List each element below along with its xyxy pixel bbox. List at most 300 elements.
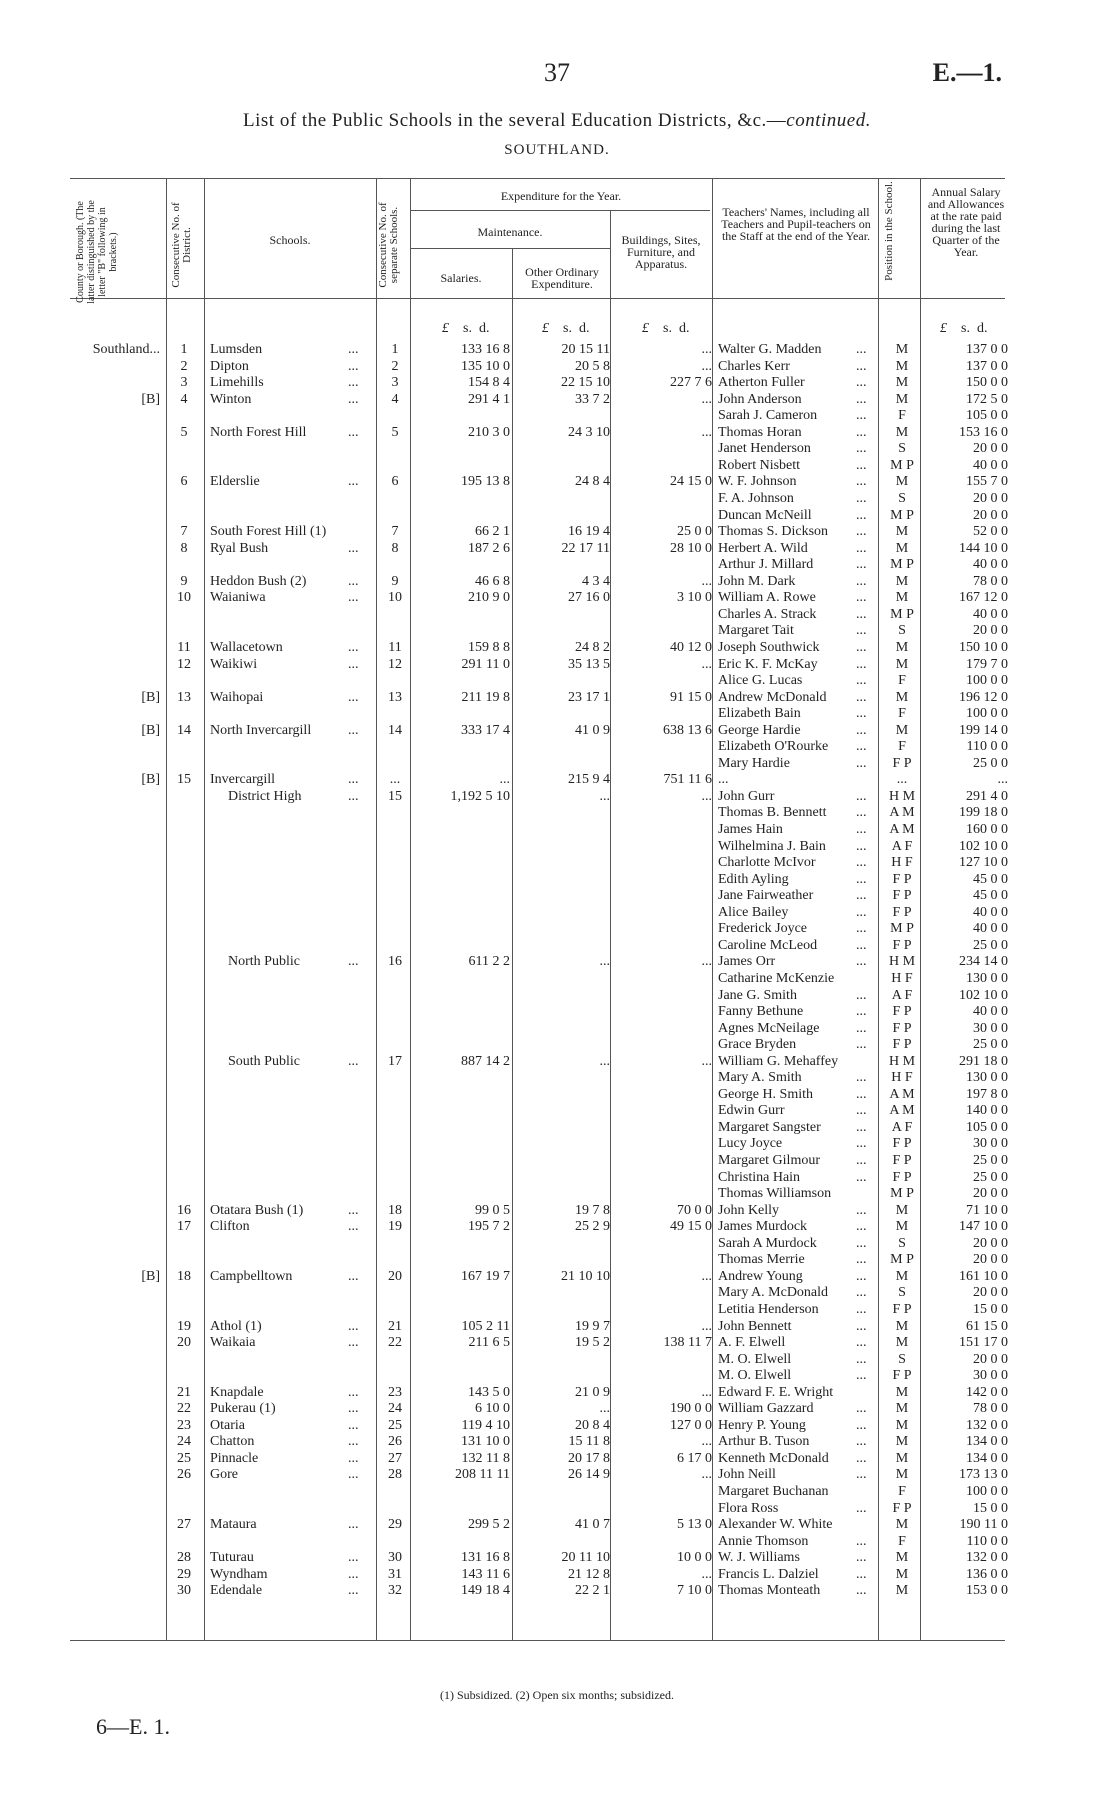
other-expenditure-cell: 19 5 2 xyxy=(575,1335,610,1350)
other-expenditure-cell: 20 8 4 xyxy=(575,1417,610,1433)
position-cell: H F xyxy=(891,855,913,871)
header-county: County or Borough. (The latter distinguished by the letter "B" following in brackets.) xyxy=(75,200,119,304)
table-row xyxy=(0,1069,1114,1086)
table-row xyxy=(0,1433,1114,1450)
units-other xyxy=(542,321,589,337)
header-buildings: Buildings, Sites, Furniture, and Apparatus. xyxy=(621,233,701,271)
pound-symbol: £ xyxy=(940,321,947,336)
table-row xyxy=(0,722,1114,739)
position-cell: F P xyxy=(892,755,912,771)
buildings-cell: 7 10 0 xyxy=(677,1583,712,1599)
table-row xyxy=(0,1301,1114,1318)
buildings-cell: ... xyxy=(701,1566,712,1582)
table-row xyxy=(0,556,1114,573)
county-cell: [B] xyxy=(141,722,160,738)
annual-salary-cell: 45 0 0 xyxy=(973,871,1008,887)
other-expenditure-cell: 22 15 10 xyxy=(561,375,610,391)
salaries-cell: 291 4 1 xyxy=(468,391,510,407)
leader-dots: ... xyxy=(348,689,359,705)
leader-dots: ... xyxy=(856,1335,867,1350)
teacher-name-cell: Edith Ayling xyxy=(718,871,789,887)
leader-dots: ... xyxy=(348,722,359,738)
position-cell: M xyxy=(895,1401,909,1417)
annual-salary-cell: 40 0 0 xyxy=(973,904,1008,920)
teacher-name-cell: Walter G. Madden xyxy=(718,342,822,357)
school-number-cell: 16 xyxy=(388,954,402,970)
leader-dots: ... xyxy=(856,722,867,738)
salaries-cell: 611 2 2 xyxy=(468,954,510,970)
position-cell: F P xyxy=(892,1368,912,1384)
position-cell: M P xyxy=(890,921,914,937)
salaries-cell: 154 8 4 xyxy=(468,375,510,391)
page-reference: E.—1. xyxy=(932,58,1002,87)
teacher-name-cell: James Murdock xyxy=(718,1219,808,1235)
leader-dots: ... xyxy=(348,1202,359,1218)
teacher-name-cell: Thomas Monteath xyxy=(718,1583,821,1599)
table-row xyxy=(0,473,1114,490)
leader-dots: ... xyxy=(856,1103,867,1119)
other-expenditure-cell: 35 13 5 xyxy=(568,656,610,672)
pound-symbol: £ xyxy=(642,321,649,336)
annual-salary-cell: 105 0 0 xyxy=(966,1119,1008,1135)
other-expenditure-cell: 215 9 4 xyxy=(568,772,610,788)
position-cell: M P xyxy=(890,606,914,622)
school-name-cell: Tuturau xyxy=(210,1550,254,1566)
teacher-name-cell: A. F. Elwell xyxy=(718,1335,786,1350)
leader-dots: ... xyxy=(856,424,867,440)
buildings-cell: 91 15 0 xyxy=(670,689,712,705)
table-row xyxy=(0,424,1114,441)
leader-dots: ... xyxy=(856,573,867,589)
annual-salary-cell: 110 0 0 xyxy=(966,739,1008,755)
annual-salary-cell: 151 17 0 xyxy=(959,1335,1008,1350)
pound-symbol: £ xyxy=(542,321,549,336)
annual-salary-cell: 20 0 0 xyxy=(973,507,1008,523)
teacher-name-cell: John Gurr xyxy=(718,788,775,804)
table-row xyxy=(0,622,1114,639)
leader-dots: ... xyxy=(348,954,359,970)
teacher-name-cell: Andrew McDonald xyxy=(718,689,827,705)
school-number-cell: 21 xyxy=(388,1318,402,1334)
table-row xyxy=(0,705,1114,722)
leader-dots: ... xyxy=(856,1252,867,1268)
table-row xyxy=(0,1218,1114,1235)
buildings-cell: 638 13 6 xyxy=(663,722,712,738)
teacher-name-cell: Thomas B. Bennett xyxy=(718,805,827,821)
annual-salary-cell: 25 0 0 xyxy=(973,755,1008,771)
annual-salary-cell: 134 0 0 xyxy=(966,1450,1008,1466)
leader-dots: ... xyxy=(348,1467,359,1483)
annual-salary-cell: 291 4 0 xyxy=(966,788,1008,804)
school-name-cell: North Public xyxy=(228,954,300,970)
school-number-cell: 29 xyxy=(388,1517,402,1532)
leader-dots: ... xyxy=(348,474,359,490)
annual-salary-cell: 132 0 0 xyxy=(966,1417,1008,1433)
annual-salary-cell: 153 16 0 xyxy=(959,424,1008,440)
position-cell: F P xyxy=(892,1500,912,1516)
leader-dots: ... xyxy=(856,1417,867,1433)
district-number-cell: 7 xyxy=(180,524,188,539)
other-expenditure-cell: 25 2 9 xyxy=(575,1219,610,1235)
table-bottom-rule xyxy=(70,1640,1005,1641)
position-cell: M xyxy=(895,656,909,672)
school-name-cell: Winton xyxy=(210,391,252,407)
header-annual: Annual Salary and Allowances at the rate paid during the last Quarter of the Year. xyxy=(927,185,1005,259)
table-row xyxy=(0,1566,1114,1583)
teacher-name-cell: Charles Kerr xyxy=(718,358,790,374)
leader-dots: ... xyxy=(348,540,359,556)
table-row xyxy=(0,358,1114,375)
school-name-cell: Invercargill xyxy=(210,772,276,788)
table-row xyxy=(0,1119,1114,1136)
salaries-cell: 211 6 5 xyxy=(468,1335,510,1350)
leader-dots: ... xyxy=(856,1583,867,1599)
table-row xyxy=(0,1086,1114,1103)
salaries-cell: 99 0 5 xyxy=(475,1202,510,1218)
position-cell: F xyxy=(898,739,906,755)
other-expenditure-cell: 19 9 7 xyxy=(575,1318,610,1334)
district-number-cell: 22 xyxy=(177,1401,191,1417)
leader-dots: ... xyxy=(856,1368,867,1384)
district-number-cell: 30 xyxy=(177,1583,191,1599)
table-row xyxy=(0,1135,1114,1152)
annual-salary-cell: 20 0 0 xyxy=(973,623,1008,639)
leader-dots: ... xyxy=(348,1417,359,1433)
district-number-cell: 19 xyxy=(177,1318,191,1334)
school-name-cell: Athol (1) xyxy=(210,1318,262,1334)
district-number-cell: 15 xyxy=(177,772,191,788)
buildings-cell: ... xyxy=(701,656,712,672)
school-number-cell: 3 xyxy=(391,375,399,391)
teacher-name-cell: George H. Smith xyxy=(718,1086,814,1102)
annual-salary-cell: 15 0 0 xyxy=(973,1500,1008,1516)
school-name-cell: Mataura xyxy=(210,1517,257,1532)
teacher-name-cell: Janet Henderson xyxy=(718,441,811,457)
school-number-cell: 6 xyxy=(391,474,399,490)
footnotes: (1) Subsidized. (2) Open six months; subsidized. xyxy=(440,1688,674,1702)
school-number-cell: 14 xyxy=(388,722,402,738)
buildings-cell: 227 7 6 xyxy=(670,375,712,391)
leader-dots: ... xyxy=(348,1517,359,1532)
teacher-name-cell: F. A. Johnson xyxy=(718,491,794,506)
position-cell: M xyxy=(895,358,909,374)
position-cell: A M xyxy=(889,805,915,821)
leader-dots: ... xyxy=(856,656,867,672)
other-expenditure-cell: ... xyxy=(599,1401,610,1417)
buildings-cell: ... xyxy=(701,1467,712,1483)
position-cell: F P xyxy=(892,1004,912,1019)
annual-salary-cell: 130 0 0 xyxy=(966,970,1008,986)
other-expenditure-cell: 24 3 10 xyxy=(568,424,610,440)
district-number-cell: 13 xyxy=(177,689,191,705)
position-cell: F xyxy=(898,1533,906,1549)
district-number-cell: 8 xyxy=(180,540,188,556)
table-row xyxy=(0,457,1114,474)
school-number-cell: 20 xyxy=(388,1268,402,1284)
table-row xyxy=(0,1268,1114,1285)
teacher-name-cell: Jane Fairweather xyxy=(718,888,814,904)
position-cell: M xyxy=(895,1268,909,1284)
buildings-cell: ... xyxy=(701,358,712,374)
district-number-cell: 28 xyxy=(177,1550,191,1566)
school-number-cell: 26 xyxy=(388,1434,402,1450)
school-name-cell: Edendale xyxy=(210,1583,263,1599)
district-number-cell: 24 xyxy=(177,1434,191,1450)
buildings-cell: ... xyxy=(701,1434,712,1450)
leader-dots: ... xyxy=(348,1401,359,1417)
teacher-name-cell: Arthur J. Millard xyxy=(718,557,814,573)
position-cell: M xyxy=(895,722,909,738)
leader-dots: ... xyxy=(856,606,867,622)
buildings-cell: ... xyxy=(701,1053,712,1069)
buildings-cell: ... xyxy=(701,1268,712,1284)
pence-symbol: d. xyxy=(678,321,690,336)
leader-dots: ... xyxy=(856,755,867,771)
shilling-symbol: s. xyxy=(463,321,472,336)
salaries-cell: 195 7 2 xyxy=(468,1219,510,1235)
teacher-name-cell: Alice Bailey xyxy=(718,904,789,920)
table-row xyxy=(0,987,1114,1004)
buildings-cell: 70 0 0 xyxy=(677,1202,712,1218)
position-cell: H M xyxy=(888,788,916,804)
leader-dots: ... xyxy=(348,1268,359,1284)
buildings-cell: 25 0 0 xyxy=(677,524,712,539)
annual-salary-cell: 160 0 0 xyxy=(966,822,1008,837)
annual-salary-cell: 150 10 0 xyxy=(959,639,1008,655)
annual-salary-cell: ... xyxy=(997,772,1008,788)
buildings-cell: 49 15 0 xyxy=(670,1219,712,1235)
position-cell: M P xyxy=(890,1186,914,1202)
salaries-cell: 159 8 8 xyxy=(468,639,510,655)
salaries-cell: 143 11 6 xyxy=(461,1566,510,1582)
table-row xyxy=(0,1284,1114,1301)
teacher-name-cell: Alexander W. White xyxy=(718,1517,833,1532)
district-number-cell: 18 xyxy=(177,1268,191,1284)
other-expenditure-cell: 20 17 8 xyxy=(568,1450,610,1466)
other-expenditure-cell: 15 11 8 xyxy=(568,1434,610,1450)
school-name-cell: Otatara Bush (1) xyxy=(210,1202,304,1218)
school-name-cell: North Invercargill xyxy=(210,722,312,738)
leader-dots: ... xyxy=(856,1301,867,1317)
annual-salary-cell: 110 0 0 xyxy=(966,1533,1008,1549)
district-number-cell: 27 xyxy=(177,1517,191,1532)
teacher-name-cell: Mary A. McDonald xyxy=(718,1285,829,1301)
pence-symbol: d. xyxy=(578,321,590,336)
district-number-cell: 25 xyxy=(177,1450,191,1466)
teacher-name-cell: Letitia Henderson xyxy=(718,1301,819,1317)
school-name-cell: Pukerau (1) xyxy=(210,1401,276,1417)
annual-salary-cell: 30 0 0 xyxy=(973,1020,1008,1036)
teacher-name-cell: Robert Nisbett xyxy=(718,457,801,473)
shilling-symbol: s. xyxy=(563,321,572,336)
annual-salary-cell: 196 12 0 xyxy=(959,689,1008,705)
position-cell: M P xyxy=(890,1252,914,1268)
leader-dots: ... xyxy=(856,540,867,556)
table-row xyxy=(0,821,1114,838)
buildings-cell: 138 11 7 xyxy=(663,1335,712,1350)
district-number-cell: 21 xyxy=(177,1384,191,1400)
table-row xyxy=(0,854,1114,871)
school-number-cell: 23 xyxy=(388,1384,402,1400)
position-cell: M xyxy=(895,1450,909,1466)
table-row xyxy=(0,656,1114,673)
table-row xyxy=(0,440,1114,457)
teacher-name-cell: Duncan McNeill xyxy=(718,507,812,523)
other-expenditure-cell: 20 15 11 xyxy=(561,342,610,357)
county-cell: Southland... xyxy=(92,342,160,357)
annual-salary-cell: 100 0 0 xyxy=(966,706,1008,722)
teacher-name-cell: John Anderson xyxy=(718,391,802,407)
leader-dots: ... xyxy=(856,1086,867,1102)
school-name-cell: Gore xyxy=(210,1467,238,1483)
other-expenditure-cell: 19 7 8 xyxy=(575,1202,610,1218)
salaries-cell: 131 16 8 xyxy=(461,1550,510,1566)
leader-dots: ... xyxy=(856,1020,867,1036)
salaries-cell: 105 2 11 xyxy=(461,1318,510,1334)
buildings-cell: ... xyxy=(701,1318,712,1334)
table-row xyxy=(0,1169,1114,1186)
position-cell: S xyxy=(898,1351,906,1367)
annual-salary-cell: 199 14 0 xyxy=(959,722,1008,738)
position-cell: M xyxy=(895,1583,909,1599)
teacher-name-cell: Mary Hardie xyxy=(718,755,790,771)
position-cell: M xyxy=(895,391,909,407)
salaries-cell: 133 16 8 xyxy=(461,342,510,357)
leader-dots: ... xyxy=(856,788,867,804)
teacher-name-cell: Arthur B. Tuson xyxy=(718,1434,810,1450)
leader-dots: ... xyxy=(856,507,867,523)
annual-salary-cell: 71 10 0 xyxy=(966,1202,1008,1218)
expenditure-rule xyxy=(410,210,710,211)
district-number-cell: 26 xyxy=(177,1467,191,1483)
buildings-cell: 751 11 6 xyxy=(663,772,712,788)
teacher-name-cell: William Gazzard xyxy=(718,1401,814,1417)
school-number-cell: 15 xyxy=(388,788,402,804)
other-expenditure-cell: 41 0 9 xyxy=(575,722,610,738)
salaries-cell: 291 11 0 xyxy=(461,656,510,672)
annual-salary-cell: 150 0 0 xyxy=(966,375,1008,391)
table-row xyxy=(0,606,1114,623)
annual-salary-cell: 140 0 0 xyxy=(966,1103,1008,1119)
teacher-name-cell: Thomas Merrie xyxy=(718,1252,805,1268)
maintenance-rule xyxy=(410,248,610,249)
leader-dots: ... xyxy=(856,1401,867,1417)
county-cell: [B] xyxy=(141,391,160,407)
school-number-cell: 5 xyxy=(391,424,399,440)
table-row xyxy=(0,1450,1114,1467)
annual-salary-cell: 291 18 0 xyxy=(959,1053,1008,1069)
annual-salary-cell: 20 0 0 xyxy=(973,1186,1008,1202)
school-name-cell: District High xyxy=(228,788,302,804)
annual-salary-cell: 100 0 0 xyxy=(966,673,1008,688)
teacher-name-cell: Thomas Horan xyxy=(718,424,802,440)
leader-dots: ... xyxy=(348,1318,359,1334)
teacher-name-cell: Lucy Joyce xyxy=(718,1136,783,1152)
annual-salary-cell: 144 10 0 xyxy=(959,540,1008,556)
position-cell: A F xyxy=(891,987,913,1003)
district-number-cell: 1 xyxy=(180,342,188,357)
school-name-cell: Heddon Bush (2) xyxy=(210,573,307,589)
leader-dots: ... xyxy=(856,1119,867,1135)
table-row xyxy=(0,1417,1114,1434)
position-cell: F P xyxy=(892,1153,912,1168)
salaries-cell: ... xyxy=(499,772,510,788)
teacher-name-cell: Charlotte McIvor xyxy=(718,855,816,871)
other-expenditure-cell: 26 14 9 xyxy=(568,1467,610,1483)
school-name-cell: Campbelltown xyxy=(210,1268,293,1284)
teacher-name-cell: John Kelly xyxy=(718,1202,780,1218)
teacher-name-cell: Mary A. Smith xyxy=(718,1070,802,1086)
table-row xyxy=(0,1251,1114,1268)
leader-dots: ... xyxy=(856,623,867,639)
annual-salary-cell: 25 0 0 xyxy=(973,1037,1008,1053)
page-signature: 6—E. 1. xyxy=(96,1714,170,1739)
district-number-cell: 14 xyxy=(177,722,191,738)
buildings-cell: ... xyxy=(701,391,712,407)
leader-dots: ... xyxy=(856,937,867,953)
teacher-name-cell: John Neill xyxy=(718,1467,776,1483)
other-expenditure-cell: 24 8 2 xyxy=(575,639,610,655)
table-row xyxy=(0,1036,1114,1053)
teacher-name-cell: Annie Thomson xyxy=(718,1533,809,1549)
school-name-cell: Ryal Bush xyxy=(210,540,269,556)
salaries-cell: 187 2 6 xyxy=(468,540,510,556)
school-name-cell: Waianiwa xyxy=(210,590,266,606)
school-name-cell: Waikaia xyxy=(210,1335,256,1350)
teacher-name-cell: Grace Bryden xyxy=(718,1037,797,1053)
school-name-cell: Waikiwi xyxy=(210,656,258,672)
buildings-cell: 127 0 0 xyxy=(670,1417,712,1433)
position-cell: M xyxy=(895,1550,909,1566)
position-cell: F P xyxy=(892,1136,912,1152)
school-number-cell: 24 xyxy=(388,1401,402,1417)
position-cell: A M xyxy=(889,1103,915,1119)
leader-dots: ... xyxy=(856,1202,867,1218)
leader-dots: ... xyxy=(348,375,359,391)
teacher-name-cell: Henry P. Young xyxy=(718,1417,806,1433)
position-cell: S xyxy=(898,491,906,506)
teacher-name-cell: Atherton Fuller xyxy=(718,375,805,391)
position-cell: M xyxy=(895,375,909,391)
county-cell: [B] xyxy=(141,772,160,788)
school-name-cell: Lumsden xyxy=(210,342,263,357)
salaries-cell: 1,192 5 10 xyxy=(450,788,510,804)
salaries-cell: 210 9 0 xyxy=(468,590,510,606)
leader-dots: ... xyxy=(856,987,867,1003)
annual-salary-cell: 199 18 0 xyxy=(959,805,1008,821)
leader-dots: ... xyxy=(856,375,867,391)
annual-salary-cell: 172 5 0 xyxy=(966,391,1008,407)
district-number-cell: 10 xyxy=(177,590,191,606)
table-row xyxy=(0,1351,1114,1368)
table-row xyxy=(0,523,1114,540)
table-row xyxy=(0,490,1114,507)
table-row xyxy=(0,589,1114,606)
leader-dots: ... xyxy=(856,1450,867,1466)
leader-dots: ... xyxy=(856,673,867,688)
salaries-cell: 6 10 0 xyxy=(475,1401,510,1417)
table-row xyxy=(0,1582,1114,1599)
position-cell: M xyxy=(895,1335,909,1350)
salaries-cell: 333 17 4 xyxy=(461,722,510,738)
buildings-cell: ... xyxy=(701,424,712,440)
teacher-name-cell: John M. Dark xyxy=(718,573,796,589)
leader-dots: ... xyxy=(856,1566,867,1582)
leader-dots: ... xyxy=(348,1583,359,1599)
other-expenditure-cell: 16 19 4 xyxy=(568,524,610,539)
salaries-cell: 119 4 10 xyxy=(461,1417,510,1433)
buildings-cell: 5 13 0 xyxy=(677,1517,712,1532)
